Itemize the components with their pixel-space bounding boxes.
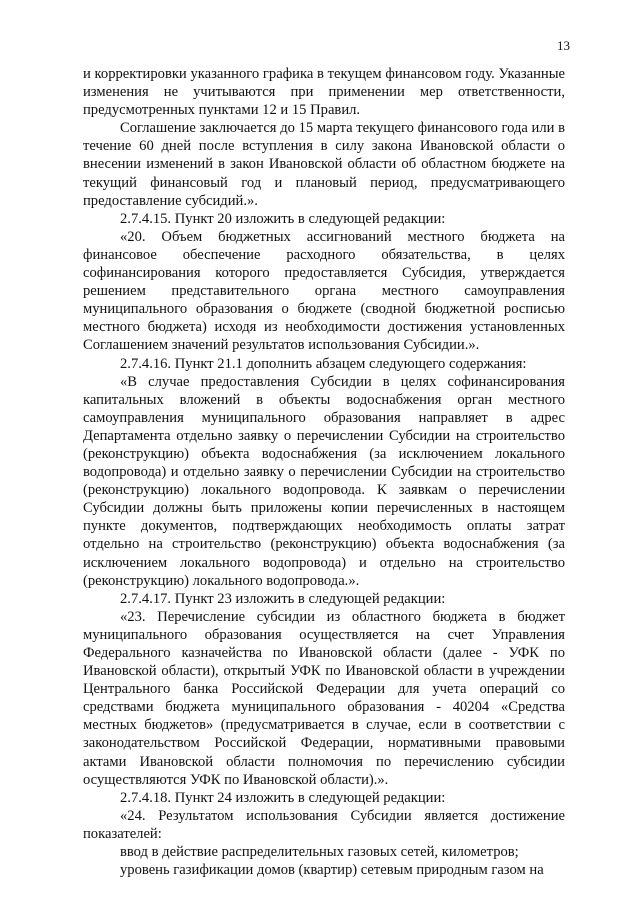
paragraph-4: «20. Объем бюджетных ассигнований местного бюджета на финансовое обеспечение расходного обязательства, в целях софинансирования которого предоставляется Субсидия, утверждается решением представительного органа местного самоуправления муниципального образования о бюджете (сводной бюджетной росписью местного бюджета) исходя из необходимости достижения установленных Соглашением значений результатов использования Субсидии.». bbox=[83, 228, 565, 354]
document-body bbox=[83, 65, 565, 879]
paragraph-9: 2.7.4.18. Пункт 24 изложить в следующей редакции: bbox=[120, 789, 446, 806]
paragraph-12: уровень газификации домов (квартир) сетевым природным газом на bbox=[120, 862, 544, 879]
paragraph-8: «23. Перечисление субсидии из областного бюджета в бюджет муниципального образования осуществляется на счет Управления Федерального казначейства по Ивановской области (далее - УФК по Ивановской области), открытый УФК по Ивановской области в учреждении Центрального банка Российской Федерации для учета операций со средствами бюджета муниципального образования - 40204 «Средства местных бюджетов» (предусматривается в случае, если в соответствии с законодательством Российской Федерации, нормативными правовыми актами Ивановской области полномочия по перечислению субсидии осуществляются УФК по Ивановской области).». bbox=[83, 608, 565, 788]
paragraph-10: «24. Результатом использования Субсидии является достижение показателей: bbox=[83, 807, 565, 842]
paragraph-3: 2.7.4.15. Пункт 20 изложить в следующей редакции: bbox=[120, 210, 446, 227]
paragraph-5: 2.7.4.16. Пункт 21.1 дополнить абзацем следующего содержания: bbox=[120, 355, 527, 372]
paragraph-7: 2.7.4.17. Пункт 23 изложить в следующей редакции: bbox=[120, 590, 446, 607]
paragraph-2: Соглашение заключается до 15 марта текущего финансового года или в течение 60 дней после вступления в силу закона Ивановской области о внесении изменений в закон Ивановской области об областном бюджете на текущий финансовый год и плановый период, предусматривающего предоставление субсидий.». bbox=[83, 120, 565, 209]
paragraph-1: и корректировки указанного графика в текущем финансовом году. Указанные изменения не учитываются при применении мер ответственности, предусмотренных пунктами 12 и 15 Правил. bbox=[83, 66, 565, 119]
paragraph-6: «В случае предоставления Субсидии в целях софинансирования капитальных вложений в объекты водоснабжения орган местного самоуправления муниципального образования направляет в адрес Департамента отдельно заявку о перечислении Субсидии на строительство (реконструкцию) объекта водоснабжения (за исключением локального водопровода) и отдельно заявку о перечислении Субсидии на строительство (реконструкцию) локального водопровода. К заявкам о перечислении Субсидии должны быть приложены копии перечисленных в настоящем пункте документов, подтверждающих необходимость оплаты затрат отдельно на строительство (реконструкцию) объекта водоснабжения (за исключением локального водопровода) и отдельно на строительство (реконструкцию) локального водопровода.». bbox=[83, 373, 565, 589]
paragraph-11: ввод в действие распределительных газовых сетей, километров; bbox=[120, 844, 519, 861]
page-number: 13 bbox=[557, 38, 570, 53]
